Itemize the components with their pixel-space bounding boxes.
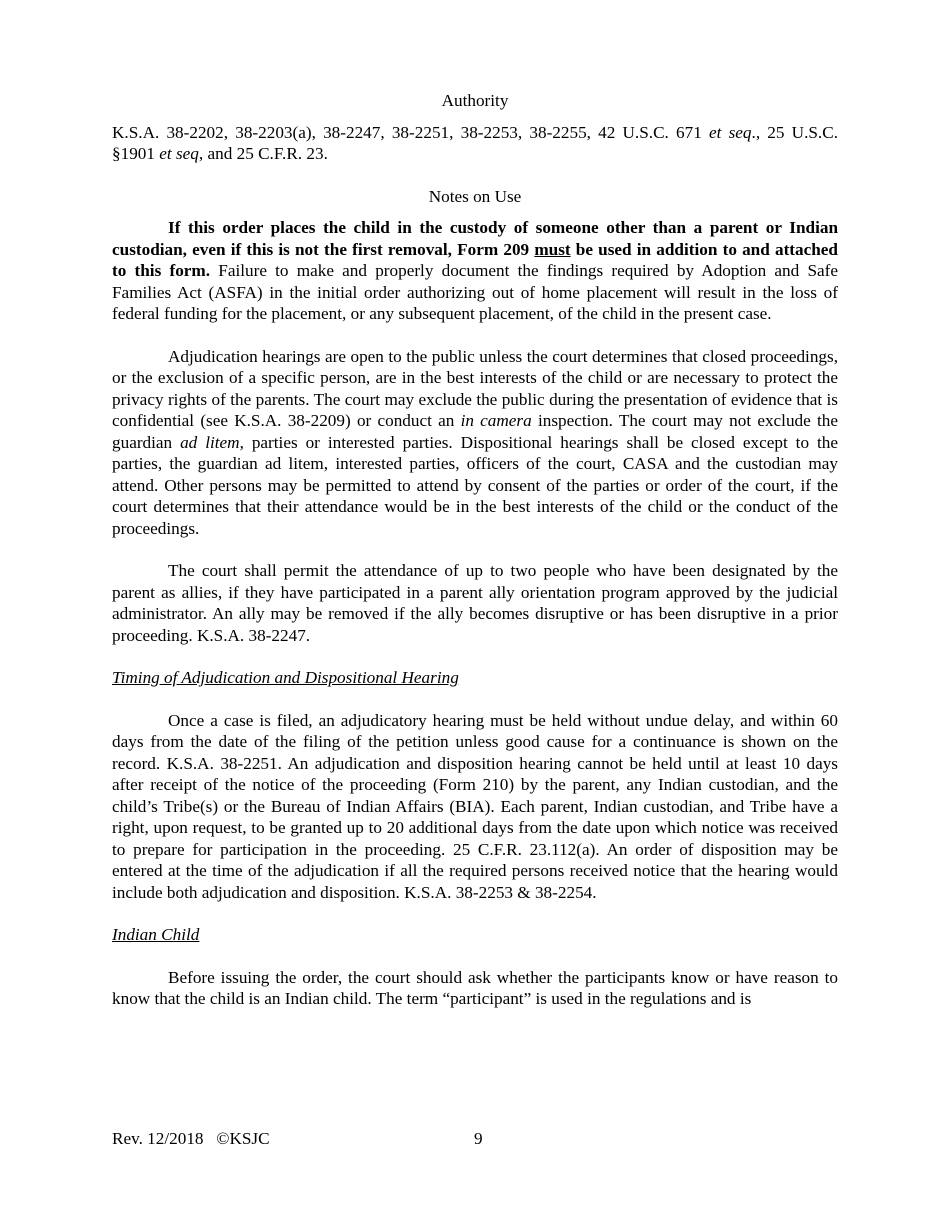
- indian-child-paragraph: Before issuing the order, the court should ask whether the participants know or have reason to know that the child is an Indian child. The term “participant” is used in the regulations and is: [112, 967, 838, 1008]
- revision-label: Rev. 12/2018 ©KSJC: [112, 1129, 270, 1148]
- notes-paragraph-3: The court shall permit the attendance of up to two people who have been designated by the parent as allies, if they have participated in a parent ally orientation program approved by the judicial administrator. An ally may be removed if the ally becomes disruptive or has been disruptive in a prior proceeding. K.S.A. 38-2247.: [112, 561, 838, 645]
- authority-citations: K.S.A. 38-2202, 38-2203(a), 38-2247, 38-2251, 38-2253, 38-2255, 42 U.S.C. 671 et seq., 25 U.S.C. §1901 et seq, and 25 C.F.R. 23.: [112, 122, 838, 163]
- notes-paragraph-1: If this order places the child in the custody of someone other than a parent or Indian custodian, even if this is not the first removal, Form 209 must be used in addition to and attached to this form. Failure to make and properly document the findings required by Adoption and Safe Families Act (ASFA) in the initial order authorizing out of home placement will result in the loss of federal funding for the placement, or any subsequent placement, of the child in the present case.: [112, 218, 838, 323]
- timing-heading: Timing of Adjudication and Dispositional Hearing: [112, 668, 459, 687]
- indian-child-heading: Indian Child: [112, 925, 200, 944]
- notes-paragraph-2: Adjudication hearings are open to the public unless the court determines that closed proceedings, or the exclusion of a specific person, are in the best interests of the child or are necessary to protect the privacy rights of the parents. The court may exclude the public during the presentation of evidence that is confidential (see K.S.A. 38-2209) or conduct an in camera inspection. The court may not exclude the guardian ad litem, parties or interested parties. Dispositional hearings shall be closed except to the parties, the guardian ad litem, interested parties, officers of the court, CASA and the custodian may attend. Other persons may be permitted to attend by consent of the parties or order of the court, if the court determines that their attendance would be in the best interests of the child or the conduct of the proceedings.: [112, 346, 838, 538]
- notes-on-use-heading: Notes on Use: [428, 186, 522, 206]
- authority-heading: Authority: [441, 91, 509, 110]
- page-number: 9: [474, 1129, 483, 1148]
- timing-paragraph: Once a case is filed, an adjudicatory hearing must be held without undue delay, and within 60 days from the date of the filing of the petition unless good cause for a continuance is shown on the record. K.S.A. 38-2251. An adjudication and disposition hearing cannot be held until at least 10 days after receipt of the notice of the proceeding (Form 210) by the parent, any Indian custodian, and the child’s Tribe(s) or the Bureau of Indian Affairs (BIA). Each parent, Indian custodian, and Tribe have a right, upon request, to be granted up to 20 additional days from the date upon which notice was received to prepare for participation in the proceeding. 25 C.F.R. 23.112(a). An order of disposition may be entered at the time of the adjudication if all the required persons received notice that the hearing would include both adjudication and disposition. K.S.A. 38-2253 & 38-2254.: [112, 710, 838, 902]
- page-content: [112, 90, 838, 1010]
